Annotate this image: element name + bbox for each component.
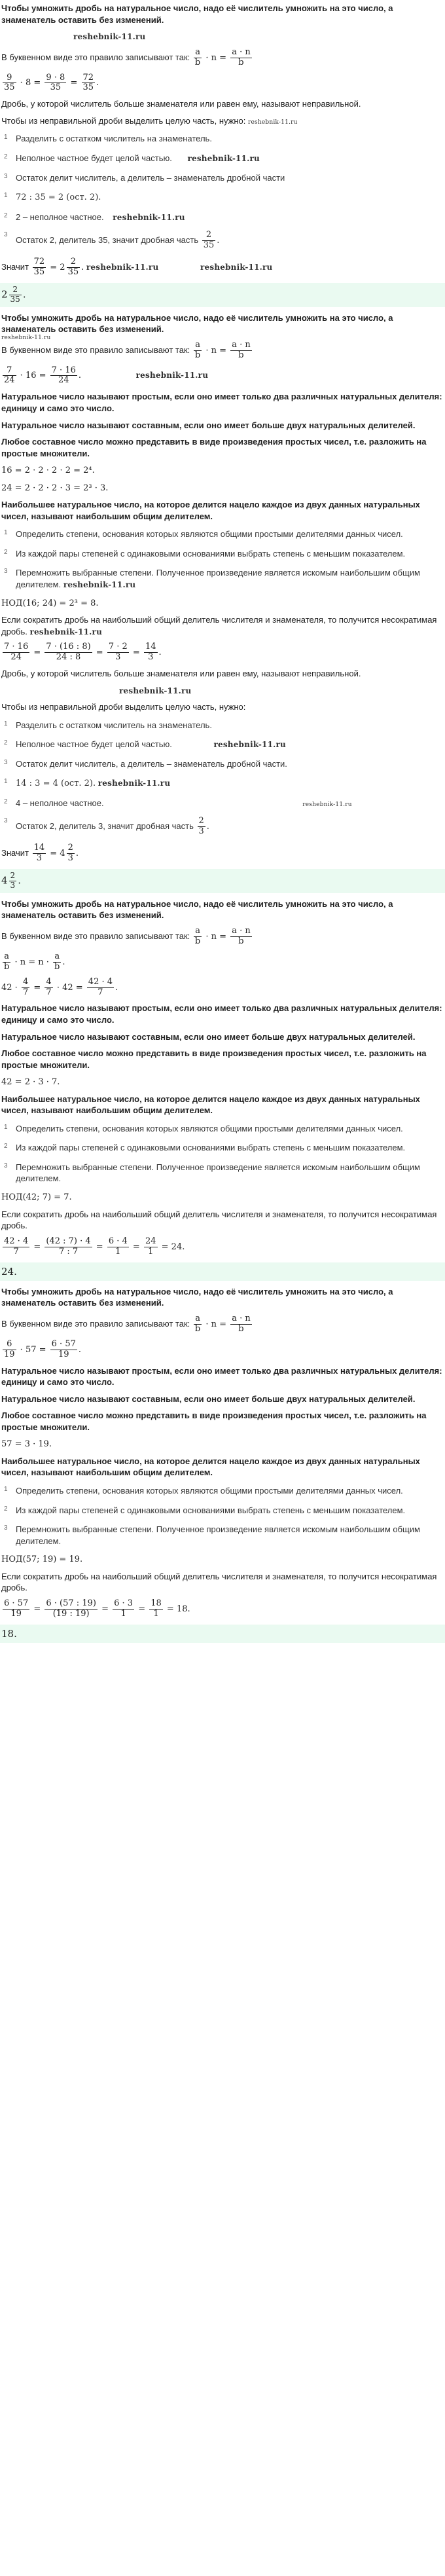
gcd-steps-2 [0,524,445,594]
list-item: 3 Перемножить выбранные степени. Полученное произведение является искомым наибольшим общим делителем. [4,1524,420,1546]
factor-16: 16 = 2 · 2 · 2 · 2 = 2⁴. [1,466,95,476]
letter-rule-4: В буквенном виде это правило записывают так: $\frac{a}{b}$ · n = $\frac{a \cdot n}{b}$ [1,1313,251,1334]
answer-1: 2 $\frac{2}{35}$ . [0,283,445,307]
prime-def-2: Натуральное число называют простым, если оно имеет только два различных натуральных делителя: единицу и само это число. [1,392,442,413]
list-item: 3 Остаток делит числитель, а делитель – знаменатель дробной части. [4,758,287,769]
steps-list-1 [0,129,445,255]
improper-def-2: Дробь, у которой числитель больше знаменателя или равен ему, называют неправильной. [1,669,361,679]
list-item: 1 14 : 3 = 4 (ост. 2). reshebnik-11.ru [4,778,171,789]
rule-multiply-3: Чтобы умножить дробь на натуральное число, надо её числитель умножить на это число, а знаменатель оставить без изменений. [1,898,393,921]
list-item: 2 Неполное частное будет целой частью. reshebnik-11.ru [4,739,286,750]
gcd-4: НОД(57; 19) = 19. [1,1555,83,1565]
gcd-def-2: Наибольшее натуральное число, на которое делится нацело каждое из двух данных натуральных чисел, называют наибольшим общим делителем. [1,500,420,521]
list-item: 3 Перемножить выбранные степени. Полученное произведение является искомым наибольшим общим делителем. reshebnik-11.ru [4,568,420,589]
reduce-intro-3: Если сократить дробь на наибольший общий делитель числителя и знаменателя, то получится несократимая дробь. [1,1209,437,1231]
whole-part-intro-1: Чтобы из неправильной дроби выделить целую часть, нужно: reshebnik-11.ru [1,115,298,126]
list-item: 1 Определить степени, основания которых являются общими простыми делителями данных чисел. [4,1123,403,1133]
expr-3b: $\frac{42 \cdot 4}{7}$ = $\frac{(42 : 7) \cdot 4}{7 : 7}$ = $\frac{6 \cdot 4}{1}$ = $\frac{24}{1}$ = 24. [4,1236,185,1257]
gcd-def-3: Наибольшее натуральное число, на которое делится нацело каждое из двух данных натуральных чисел, называют наибольшим общим делителем. [1,1094,420,1116]
reduce-intro-4: Если сократить дробь на наибольший общий делитель числителя и знаменателя, то получится несократимая дробь. [1,1571,437,1593]
list-item: 1 Определить степени, основания которых являются общими простыми делителями данных чисел. [4,1486,403,1496]
factor-def-2: Любое составное число можно представить в виде произведения простых чисел, т.е. разложить на простые множители. [1,437,427,458]
list-item: 3 Остаток 2, делитель 35, значит дробная часть $\frac{2}{35}$ . [4,230,220,251]
factor-def-3: Любое составное число можно представить в виде произведения простых чисел, т.е. разложить на простые множители. [1,1048,427,1070]
list-item: 3 Остаток 2, делитель 3, значит дробная часть $\frac{2}{3}$ . [4,816,209,837]
rule-multiply-2: Чтобы умножить дробь на натуральное число, надо её числитель умножить на это число, а знаменатель оставить без изменений. [1,312,393,335]
expr-2b: $\frac{7 \cdot 16}{24}$ = $\frac{7 \cdot (16 : 8)}{24 : 8}$ = $\frac{7 \cdot 2}{3}$ = $\frac{14}{3}$ . [4,642,162,663]
rule-multiply-1: Чтобы умножить дробь на натуральное число, надо её числитель умножить на это число, а знаменатель оставить без изменений. [1,3,393,25]
formula-1: $\frac{a}{b}$ · n = $\frac{a \cdot n}{b}$ [194,46,251,67]
prime-def-4: Натуральное число называют простым, если оно имеет только два различных натуральных делителя: единицу и само это число. [1,1365,442,1388]
list-item: 3 Остаток делит числитель, а делитель – знаменатель дробной части [4,172,285,183]
list-item: 2 Из каждой пары степеней с одинаковыми основаниями выбрать степень с меньшим показателем. [4,548,406,559]
list-item: 1 Определить степени, основания которых являются общими простыми делителями данных чисел. [4,529,403,540]
gcd-2: НОД(16; 24) = 2³ = 8. [1,598,99,608]
list-item: 2 4 – неполное частное. reshebnik-11.ru [4,798,352,808]
factor-42: 42 = 2 · 3 · 7. [1,1077,60,1088]
answer-4: 18. [0,1625,445,1643]
list-item: 3 Перемножить выбранные степени. Полученное произведение является искомым наибольшим общим делителем. [4,1162,420,1184]
list-item: 1 72 : 35 = 2 (ост. 2). [4,192,101,203]
expr-4: $\frac{6}{19}$ · 57 = $\frac{6 \cdot 57}{19}$ . [4,1338,82,1359]
watermark: reshebnik-11.ru [73,32,146,42]
letter-rule-1: В буквенном виде это правило записывают так: $\frac{a}{b}$ · n = $\frac{a \cdot n}{b}$ [0,45,445,71]
expr-4b: $\frac{6 \cdot 57}{19}$ = $\frac{6 \cdot (57 : 19)}{(19 : 19)}$ = $\frac{6 \cdot 3}{1}$ = $\frac{18}{1}$ = 18. [4,1598,190,1619]
rule-multiply-4: Чтобы умножить дробь на натуральное число, надо её числитель умножить на это число, а знаменатель оставить без изменений. [1,1286,393,1308]
factor-57: 57 = 3 · 19. [1,1439,52,1450]
improper-def-1: Дробь, у которой числитель больше знаменателя или равен ему, называют неправильной. [1,99,361,109]
prime-def-3: Натуральное число называют простым, если оно имеет только два различных натуральных делителя: единицу и само это число. [1,1003,442,1025]
gcd-def-4: Наибольшее натуральное число, на которое делится нацело каждое из двух данных натуральных чисел, называют наибольшим общим делителем. [1,1456,420,1478]
list-item: 2 2 – неполное частное. reshebnik-11.ru [4,212,185,222]
answer-2: 4 $\frac{2}{3}$ . [0,869,445,893]
whole-part-intro-2: Чтобы из неправильной дроби выделить целую часть, нужно: [1,702,246,712]
so-2: Значит $\frac{14}{3}$ = 4 $\frac{2}{3}$ . [1,843,79,864]
so-1: Значит $\frac{72}{35}$ = 2 $\frac{2}{35}$ . reshebnik-11.ru reshebnik-11.ru [1,257,273,278]
list-item: 2 Неполное частное будет целой частью. reshebnik-11.ru [4,153,260,164]
gcd-steps-4 [0,1481,445,1551]
factor-def-4: Любое составное число можно представить в виде произведения простых чисел, т.е. разложить на простые множители. [1,1410,427,1432]
list-item: 1 Разделить с остатком числитель на знаменатель. [4,720,212,730]
letter-rule-2: reshebnik-11.ru В буквенном виде это правило записывают так: $\frac{a}{b}$ · n = $\frac{a \cdot n}{b}$ [1,334,251,360]
formula-3b: $\frac{a}{b}$ · n = n · $\frac{a}{b}$ . [4,951,65,972]
factor-24: 24 = 2 · 2 · 2 · 3 = 2³ · 3. [1,483,109,493]
list-item: 2 Из каждой пары степеней с одинаковыми основаниями выбрать степень с меньшим показателем. [4,1143,406,1153]
composite-def-3: Натуральное число называют составным, если оно имеет больше двух натуральных делителей. [1,1031,416,1042]
list-item: 1 Разделить с остатком числитель на знаменатель. [4,134,212,144]
letter-rule-3: В буквенном виде это правило записывают так: $\frac{a}{b}$ · n = $\frac{a \cdot n}{b}$ [1,925,251,946]
steps-list-2 [0,716,445,841]
gcd-steps-3 [0,1119,445,1188]
expr-3: 42 · $\frac{4}{7}$ = $\frac{4}{7}$ · 42 = $\frac{42 \cdot 4}{7}$ . [1,976,118,997]
expr-2: $\frac{7}{24}$ · 16 = $\frac{7 \cdot 16}{24}$ . reshebnik-11.ru [4,365,209,386]
answer-3: 24. [0,1262,445,1281]
gcd-3: НОД(42; 7) = 7. [1,1192,72,1203]
solution-page: Чтобы умножить дробь на натуральное число, надо её числитель умножить на это число, а знаменатель оставить без изменений. reshebnik-11.ru В буквенном виде это правило записывают так: $\frac{a}{b}$ · n = $\frac{a \cdot n}{b}$ $\frac{9}{35}$ · 8 = $\frac{9 \cdot 8}{35}$ = $\frac{72}{35}$ . Дробь, у которой числитель больше знаменателя или равен ему, называют неправильной. Чтобы из неправильной дроби выделить целую часть, нужно: reshebnik-11.ru 1 Разделить с остатком числитель на знаменатель. 2 Неполное частное будет целой частью. reshebnik-11.ru 3 Остаток делит числитель, а делитель – знаменатель дробной части 1 72 : 35 = 2 (ост. 2). 2 2 – неполное частное. reshebnik-11.ru 3 Остаток 2, делитель 35, значит дробная часть $\frac{2}{35}$ . Значит $\frac{72}{35}$ = 2 $\frac{2}{35}$ . reshebnik-11.ru reshebnik-11.ru 2 $\frac{2}{35}$ . Чтобы умножить дробь на натуральное число, надо её числитель умножить на это число, а знаменатель оставить без изменений. reshebnik-11.ru В буквенном виде это правило записывают так: $\frac{a}{b}$ · n = $\frac{a \cdot n}{b}$ $\frac{7}{24}$ · 16 = $\frac{7 \cdot 16}{24}$ . reshebnik-11.ru Натуральное число называют простым, если оно имеет только два различных натуральных делителя: единицу и само это число. Натуральное число называют составным, если оно имеет больше двух натуральных делителей. Любое составное число можно представить в виде произведения простых чисел, т.е. разложить на простые множители. 16 = 2 · 2 · 2 · 2 = 2⁴. 24 = 2 · 2 · 2 · 3 = 2³ · 3. Наибольшее натуральное число, на которое делится нацело каждое из двух данных натуральных чисел, называют наибольшим общим делителем. 1 Определить степени, основания которых являются общими простыми делителями данных чисел. 2 Из каждой пары степеней с одинаковыми основаниями выбрать степень с меньшим показателем. 3 Перемножить выбранные степени. Полученное произведение является искомым наибольшим общим делителем. reshebnik-11.ru НОД(16; 24) = 2³ = 8. Если сократить дробь на наибольший общий делитель числителя и знаменателя, то получится несократимая дробь. reshebnik-11.ru $\frac{7 \cdot 16}{24}$ = $\frac{7 \cdot (16 : 8)}{24 : 8}$ = $\frac{7 \cdot 2}{3}$ = $\frac{14}{3}$ . Дробь, у которой числитель больше знаменателя или равен ему, называют неправильной. reshebnik-11.ru Чтобы из неправильной дроби выделить целую часть, нужно: 1 Разделить с остатком числитель на знаменатель. 2 Неполное частное будет целой частью. reshebnik-11.ru 3 Остаток делит числитель, а делитель – знаменатель дробной части. 1 14 : 3 = 4 (ост. 2). reshebnik-11.ru 2 4 – неполное частное. reshebnik-11.ru 3 Остаток 2, делитель 3, значит дробная часть $\frac{2}{3}$ . Значит $\frac{14}{3}$ = 4 $\frac{2}{3}$ . 4 $\frac{2}{3}$ . Чтобы умножить дробь на натуральное число, надо её числитель умножить на это число, а знаменатель оставить без изменений. В буквенном виде это правило записывают так: $\frac{a}{b}$ · n = $\frac{a \cdot n}{b}$ $\frac{a}{b}$ · n = n · $\frac{a}{b}$ . 42 · $\frac{4}{7}$ = $\frac{4}{7}$ · 42 = $\frac{42 \cdot 4}{7}$ . Натуральное число называют простым, если оно имеет только два различных натуральных делителя: единицу и само это число. Натуральное число называют составным, если оно имеет больше двух натуральных делителей. Любое составное число можно представить в виде произведения простых чисел, т.е. разложить на простые множители. 42 = 2 · 3 · 7. Наибольшее натуральное число, на которое делится нацело каждое из двух данных натуральных чисел, называют наибольшим общим делителем. 1 Определить степени, основания которых являются общими простыми делителями данных чисел. 2 Из каждой пары степеней с одинаковыми основаниями выбрать степень с меньшим показателем. 3 Перемножить выбранные степени. Полученное произведение является искомым наибольшим общим делителем. НОД(42; 7) = 7. Если сократить дробь на наибольший общий делитель числителя и знаменателя, то получится несократимая дробь. $\frac{42 \cdot 4}{7}$ = $\frac{(42 : 7) \cdot 4}{7 : 7}$ = $\frac{6 \cdot 4}{1}$ = $\frac{24}{1}$ = 24. 24. Чтобы умножить дробь на натуральное число, надо её числитель умножить на это число, а знаменатель оставить без изменений. В буквенном виде это правило записывают так: $\frac{a}{b}$ · n = $\frac{a \cdot n}{b}$ $\frac{6}{19}$ · 57 = $\frac{6 \cdot 57}{19}$ . Натуральное число называют простым, если оно имеет только два различных натуральных делителя: единицу и само это число. Натуральное число называют составным, если оно имеет больше двух натуральных делителей. Любое составное число можно представить в виде произведения простых чисел, т.е. разложить на простые множители. 57 = 3 · 19. Наибольшее натуральное число, на которое делится нацело каждое из двух данных натуральных чисел, называют наибольшим общим делителем. 1 Определить степени, основания которых являются общими простыми делителями данных чисел. 2 Из каждой пары степеней с одинаковыми основаниями выбрать степень с меньшим показателем. 3 Перемножить выбранные степени. Полученное произведение является искомым наибольшим общим делителем. НОД(57; 19) = 19. Если сократить дробь на наибольший общий делитель числителя и знаменателя, то получится несократимая дробь. $\frac{6 \cdot 57}{19}$ = $\frac{6 \cdot (57 : 19)}{(19 : 19)}$ = $\frac{6 \cdot 3}{1}$ = $\frac{18}{1}$ = 18. 18. [0,0,445,1646]
reduce-intro-2: Если сократить дробь на наибольший общий делитель числителя и знаменателя, то получится несократимая дробь. reshebnik-11.ru [1,615,437,636]
composite-def-2: Натуральное число называют составным, если оно имеет больше двух натуральных делителей. [1,420,416,430]
expr-1: $\frac{9}{35}$ · 8 = $\frac{9 \cdot 8}{35}$ = $\frac{72}{35}$ . [4,72,99,93]
composite-def-4: Натуральное число называют составным, если оно имеет больше двух натуральных делителей. [1,1393,416,1404]
list-item: 2 Из каждой пары степеней с одинаковыми основаниями выбрать степень с меньшим показателем. [4,1505,406,1515]
